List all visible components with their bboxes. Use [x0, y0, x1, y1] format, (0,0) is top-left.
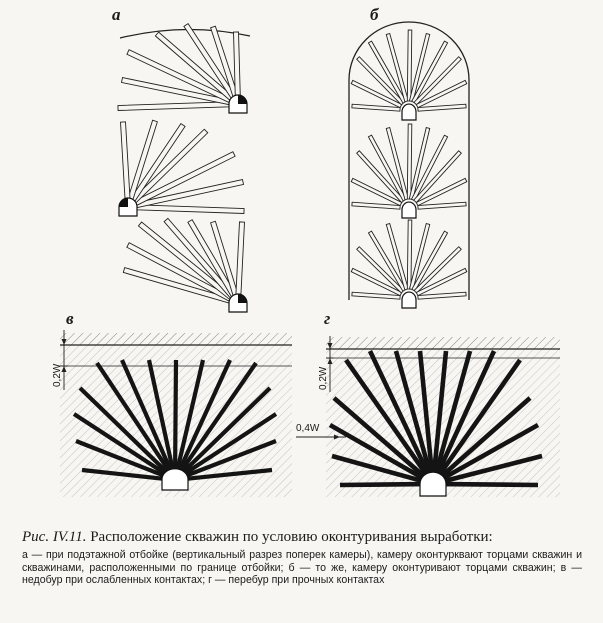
borehole — [352, 292, 400, 299]
caption-title: Расположение скважин по условию оконтуривания выработки: — [90, 529, 493, 545]
panel-g-overdrilling — [296, 336, 560, 497]
borehole — [127, 243, 231, 301]
drift-chamber-shade — [238, 95, 247, 104]
figure-caption — [22, 528, 582, 587]
drift-chamber — [402, 292, 416, 308]
borehole — [407, 30, 411, 101]
borehole — [121, 122, 130, 198]
borehole — [442, 484, 538, 485]
fan-b-2 — [351, 124, 467, 218]
drift-chamber — [162, 469, 188, 490]
fan-b-1 — [351, 30, 467, 120]
drift-chamber-shade — [119, 198, 128, 207]
caption-body: а — при подэтажной отбойке (вертикальный разрез поперек камеры), камеру оконтурквают торцами скважин и скважинами, расположенными по границе отбойки; б — то же, камеру оконтуривают торцами скважин; в — недобур при ослабленных контактах; г — перебур при прочных контактах — [22, 549, 582, 587]
borehole — [407, 124, 411, 199]
borehole — [407, 220, 411, 289]
panel-label-g: г — [324, 309, 331, 328]
borehole — [418, 292, 466, 299]
panel-a-fans — [118, 24, 250, 312]
stope-boundary-arc — [120, 29, 250, 38]
dimension-label-g-top: 0,2W — [318, 366, 329, 390]
panel-label-a: а — [112, 5, 121, 24]
caption-number: IV.11. — [52, 529, 87, 545]
dimension-label-v: 0,2W — [52, 363, 63, 387]
panel-label-v: в — [66, 309, 74, 328]
borehole — [118, 102, 229, 111]
fan-a-3 — [123, 218, 247, 312]
panel-v-underdrilling — [52, 330, 292, 497]
borehole — [418, 202, 466, 209]
panel-label-b: б — [370, 5, 379, 24]
caption-prefix: Рис. — [22, 529, 50, 545]
dimension-label-g: 0,4W — [296, 423, 320, 434]
fan-b-3 — [351, 220, 467, 308]
borehole — [175, 360, 176, 471]
borehole — [352, 104, 400, 111]
borehole — [352, 202, 400, 209]
borehole — [137, 205, 244, 214]
panel-b-fans — [349, 22, 469, 308]
drift-chamber — [402, 104, 416, 120]
fan-a-1 — [118, 24, 247, 113]
borehole — [340, 484, 424, 485]
fan-a-2 — [119, 120, 244, 216]
borehole — [236, 222, 245, 294]
drift-chamber-shade — [238, 294, 247, 303]
drift-chamber — [420, 472, 446, 496]
caption-title-line — [22, 528, 582, 546]
borehole — [418, 104, 466, 111]
hatch-top-band — [326, 337, 560, 349]
hatch-top-band — [60, 333, 292, 345]
drift-chamber — [402, 202, 416, 218]
